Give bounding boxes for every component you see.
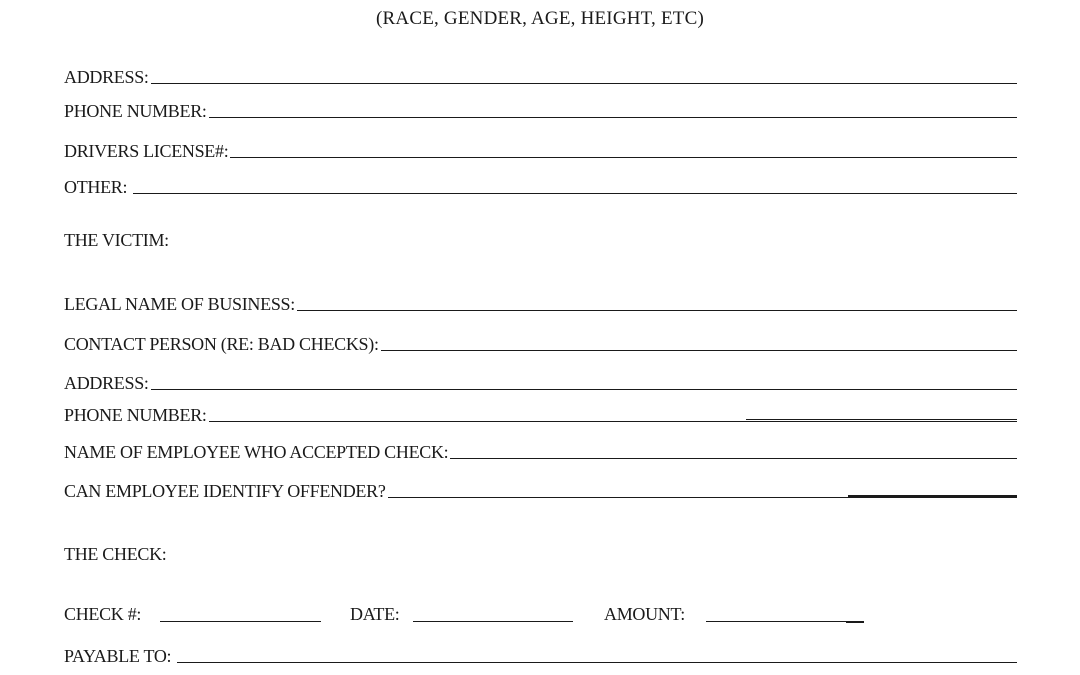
business-name-label: LEGAL NAME OF BUSINESS:	[64, 294, 295, 314]
offender-phone-label: PHONE NUMBER:	[64, 101, 207, 121]
check-date-field[interactable]	[413, 621, 573, 622]
check-amount-label: AMOUNT:	[604, 604, 686, 624]
offender-license-row	[64, 139, 1017, 161]
victim-phone-field[interactable]	[209, 421, 1017, 422]
offender-license-label: DRIVERS LICENSE#:	[64, 141, 229, 161]
payable-to-row	[64, 644, 1017, 666]
victim-address-label: ADDRESS:	[64, 373, 149, 393]
check-amount-field[interactable]	[706, 621, 846, 622]
offender-phone-row	[64, 99, 1017, 121]
offender-license-field[interactable]	[230, 157, 1017, 158]
business-name-field[interactable]	[297, 310, 1017, 311]
contact-person-label: CONTACT PERSON (RE: BAD CHECKS):	[64, 334, 379, 354]
victim-phone-row	[64, 403, 1017, 425]
employee-identify-label: CAN EMPLOYEE IDENTIFY OFFENDER?	[64, 481, 386, 501]
victim-phone-label: PHONE NUMBER:	[64, 405, 207, 425]
employee-name-field[interactable]	[450, 458, 1017, 459]
contact-person-row	[64, 332, 1017, 354]
employee-identify-row	[64, 479, 1017, 501]
business-name-row	[64, 292, 1017, 314]
victim-address-field[interactable]	[151, 389, 1017, 390]
check-number-field[interactable]	[160, 621, 321, 622]
check-amount-extra-line	[846, 621, 864, 623]
offender-other-row	[64, 175, 1017, 197]
victim-phone-extra-line	[746, 419, 1017, 420]
offender-other-field[interactable]	[133, 193, 1017, 194]
check-heading: THE CHECK:	[64, 544, 167, 564]
employee-identify-field[interactable]	[388, 497, 1017, 498]
employee-identify-extra-line	[848, 495, 1017, 497]
offender-other-label: OTHER:	[64, 177, 128, 197]
employee-name-row	[64, 440, 1017, 462]
victim-heading: THE VICTIM:	[64, 230, 169, 250]
payable-to-field[interactable]	[177, 662, 1017, 663]
victim-address-row	[64, 371, 1017, 393]
payable-to-label: PAYABLE TO:	[64, 646, 172, 666]
offender-address-label: ADDRESS:	[64, 67, 149, 87]
check-date-label: DATE:	[350, 604, 400, 624]
offender-phone-field[interactable]	[209, 117, 1017, 118]
check-number-label: CHECK #:	[64, 604, 142, 624]
offender-address-row	[64, 65, 1017, 87]
contact-person-field[interactable]	[381, 350, 1017, 351]
employee-name-label: NAME OF EMPLOYEE WHO ACCEPTED CHECK:	[64, 442, 449, 462]
offender-description-hint: (RACE, GENDER, AGE, HEIGHT, ETC)	[376, 8, 704, 29]
offender-address-field[interactable]	[151, 83, 1017, 84]
